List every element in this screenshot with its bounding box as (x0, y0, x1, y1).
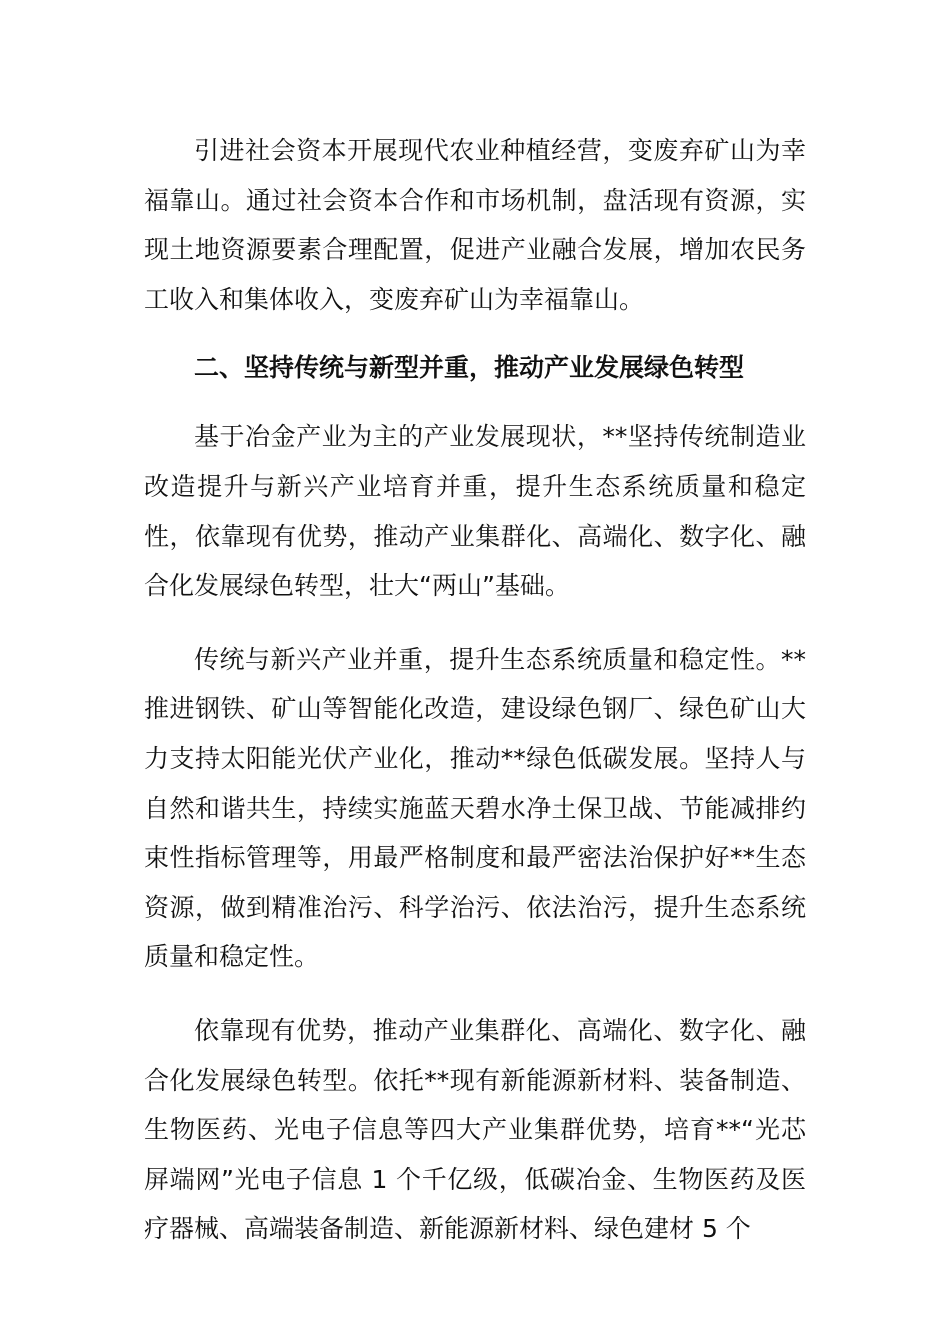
paragraph-1: 引进社会资本开展现代农业种植经营，变废弃矿山为幸福靠山。通过社会资本合作和市场机制，盘活现有资源，实现土地资源要素合理配置，促进产业融合发展，增加农民务工收入和集体收入，变废弃矿山为幸福靠山。 (144, 136, 806, 314)
document-page (144, 126, 806, 1254)
paragraph-3: 传统与新兴产业并重，提升生态系统质量和稳定性。**推进钢铁、矿山等智能化改造，建设绿色钢厂、绿色矿山大力支持太阳能光伏产业化，推动**绿色低碳发展。坚持人与自然和谐共生，持续实施蓝天碧水净土保卫战、节能减排约束性指标管理等，用最严格制度和最严密法治保护好**生态资源，做到精准治污、科学治污、依法治污，提升生态系统质量和稳定性。 (144, 644, 806, 972)
paragraph-4: 依靠现有优势，推动产业集群化、高端化、数字化、融合化发展绿色转型。依托**现有新能源新材料、装备制造、生物医药、光电子信息等四大产业集群优势，培育**“光芯屏端网”光电子信息 1 个千亿级，低碳冶金、生物医药及医疗器械、高端装备制造、新能源新材料、绿色建材 5 个 (144, 1015, 806, 1244)
paragraph-2: 基于冶金产业为主的产业发展现状，**坚持传统制造业改造提升与新兴产业培育并重，提升生态系统质量和稳定性，依靠现有优势，推动产业集群化、高端化、数字化、融合化发展绿色转型，壮大“两山”基础。 (144, 422, 806, 601)
section-heading-2: 二、坚持传统与新型并重，推动产业发展绿色转型 (194, 353, 745, 383)
